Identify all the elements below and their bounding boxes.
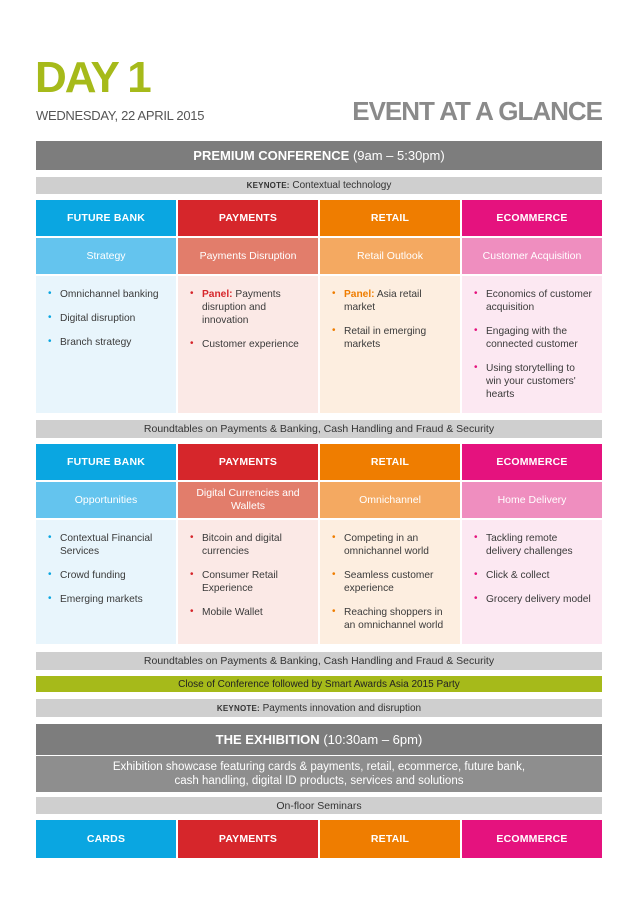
list-item: • Contextual Financial Services — [48, 532, 153, 558]
category-payments: PAYMENTS — [178, 820, 318, 858]
bullet-icon: • — [190, 532, 194, 543]
event-date: WEDNESDAY, 22 APRIL 2015 — [36, 108, 205, 123]
topic-opportunities: Opportunities — [36, 482, 176, 518]
exhibition-category-row — [36, 820, 602, 858]
bullet-icon: • — [48, 593, 52, 605]
list-item: • Emerging markets — [48, 593, 143, 606]
bullet-icon: • — [48, 312, 52, 324]
page-title: EVENT AT A GLANCE — [352, 96, 602, 126]
category-future-bank: FUTURE BANK — [36, 200, 176, 236]
keynote-label: KEYNOTE: — [246, 181, 290, 190]
category-ecommerce: ECOMMERCE — [462, 200, 602, 236]
category-retail: RETAIL — [320, 820, 460, 858]
list-item: • Consumer Retail Experience — [190, 569, 278, 595]
bullet-icon: • — [332, 532, 336, 543]
list-item: • Branch strategy — [48, 336, 132, 349]
premium-conference-time: (9am – 5:30pm) — [352, 148, 445, 163]
list-item: • Digital disruption — [48, 312, 136, 325]
bullet-icon: • — [190, 569, 194, 581]
panel-label: Panel: — [202, 289, 233, 300]
keynote-text: Contextual technology — [292, 180, 392, 191]
exhibition-bar — [36, 724, 602, 755]
bullet-icon: • — [48, 532, 52, 543]
list-item: • Retail in emerging markets — [332, 325, 427, 351]
list-item: • Customer experience — [190, 338, 299, 351]
bullet-icon: • — [190, 338, 194, 350]
list-item: • Grocery delivery model — [474, 593, 591, 606]
bullet-icon: • — [474, 532, 478, 543]
session1-ecommerce-list — [462, 276, 602, 413]
bullet-icon: • — [474, 288, 478, 299]
session2-payments-list — [178, 520, 318, 644]
category-future-bank: FUTURE BANK — [36, 444, 176, 480]
topic-payments-disruption: Payments Disruption — [178, 238, 318, 274]
list-item: • Using storytelling to win your customers' hearts — [474, 362, 576, 401]
bullet-icon: • — [190, 606, 194, 618]
session2-topic-row — [36, 482, 602, 518]
category-retail: RETAIL — [320, 200, 460, 236]
category-ecommerce: ECOMMERCE — [462, 444, 602, 480]
premium-conference-bar — [36, 141, 602, 170]
exhibition-line-1: Exhibition showcase featuring cards & payments, retail, ecommerce, future bank, — [112, 760, 526, 773]
exhibition-description — [36, 756, 602, 792]
topic-omnichannel: Omnichannel — [320, 482, 460, 518]
close-of-conference-bar: Close of Conference followed by Smart Awards Asia 2015 Party — [36, 676, 602, 692]
exhibition-line-2: cash handling, digital ID products, services and solutions — [174, 775, 464, 787]
session2-ecommerce-list — [462, 520, 602, 644]
topic-retail-outlook: Retail Outlook — [320, 238, 460, 274]
list-item: • Bitcoin and digital currencies — [190, 532, 282, 558]
category-ecommerce: ECOMMERCE — [462, 820, 602, 858]
roundtable-bar-1: Roundtables on Payments & Banking, Cash Handling and Fraud & Security — [36, 420, 602, 438]
bullet-icon: • — [190, 288, 194, 299]
topic-customer-acquisition: Customer Acquisition — [462, 238, 602, 274]
session2-category-row — [36, 444, 602, 480]
session1-future-bank-list — [36, 276, 176, 413]
session1-category-row — [36, 200, 602, 236]
category-cards: CARDS — [36, 820, 176, 858]
bullet-icon: • — [332, 325, 336, 337]
list-item: • Panel: Payments disruption and innovation — [190, 288, 281, 327]
category-payments: PAYMENTS — [178, 200, 318, 236]
premium-conference-title: PREMIUM CONFERENCE — [193, 148, 350, 163]
session2-future-bank-list — [36, 520, 176, 644]
exhibition-time: (10:30am – 6pm) — [323, 732, 423, 747]
bullet-icon: • — [474, 362, 478, 374]
keynote-bar — [36, 177, 602, 194]
bullet-icon: • — [48, 569, 52, 581]
panel-label: Panel: — [344, 289, 375, 300]
bullet-icon: • — [474, 593, 478, 605]
list-item: • Omnichannel banking — [48, 288, 159, 300]
roundtable-bar-2: Roundtables on Payments & Banking, Cash Handling and Fraud & Security — [36, 652, 602, 670]
list-item: • Economics of customer acquisition — [474, 288, 592, 314]
exhibition-title: THE EXHIBITION — [215, 732, 320, 747]
topic-home-delivery: Home Delivery — [462, 482, 602, 518]
list-item: • Engaging with the connected customer — [474, 325, 578, 351]
keynote-label: KEYNOTE: — [216, 703, 260, 713]
keynote-bar-2 — [36, 699, 602, 717]
list-item: • Reaching shoppers in an omnichannel world — [332, 606, 444, 632]
session2-retail-list — [320, 520, 460, 644]
bullet-icon: • — [48, 288, 52, 299]
session1-payments-list — [178, 276, 318, 413]
seminars-bar: On-floor Seminars — [36, 797, 602, 814]
topic-strategy: Strategy — [36, 238, 176, 274]
bullet-icon: • — [332, 288, 336, 299]
bullet-icon: • — [474, 569, 478, 581]
session1-topic-row — [36, 238, 602, 274]
list-item: • Mobile Wallet — [190, 606, 263, 619]
list-item: • Crowd funding — [48, 569, 126, 582]
day-title: DAY 1 — [35, 53, 150, 102]
session1-retail-list — [320, 276, 460, 413]
keynote-text: Payments innovation and disruption — [262, 702, 422, 714]
topic-digital-currencies: Digital Currencies and Wallets — [178, 482, 318, 518]
list-item: • Seamless customer experience — [332, 569, 434, 595]
list-item: • Competing in an omnichannel world — [332, 532, 429, 558]
list-item: • Tackling remote delivery challenges — [474, 532, 573, 558]
category-retail: RETAIL — [320, 444, 460, 480]
category-payments: PAYMENTS — [178, 444, 318, 480]
bullet-icon: • — [332, 606, 336, 618]
list-item: • Panel: Asia retail market — [332, 288, 422, 314]
bullet-icon: • — [48, 336, 52, 348]
session2-body-row — [36, 520, 602, 644]
list-item: • Click & collect — [474, 569, 550, 582]
session1-body-row — [36, 276, 602, 413]
bullet-icon: • — [332, 569, 336, 581]
bullet-icon: • — [474, 325, 478, 337]
